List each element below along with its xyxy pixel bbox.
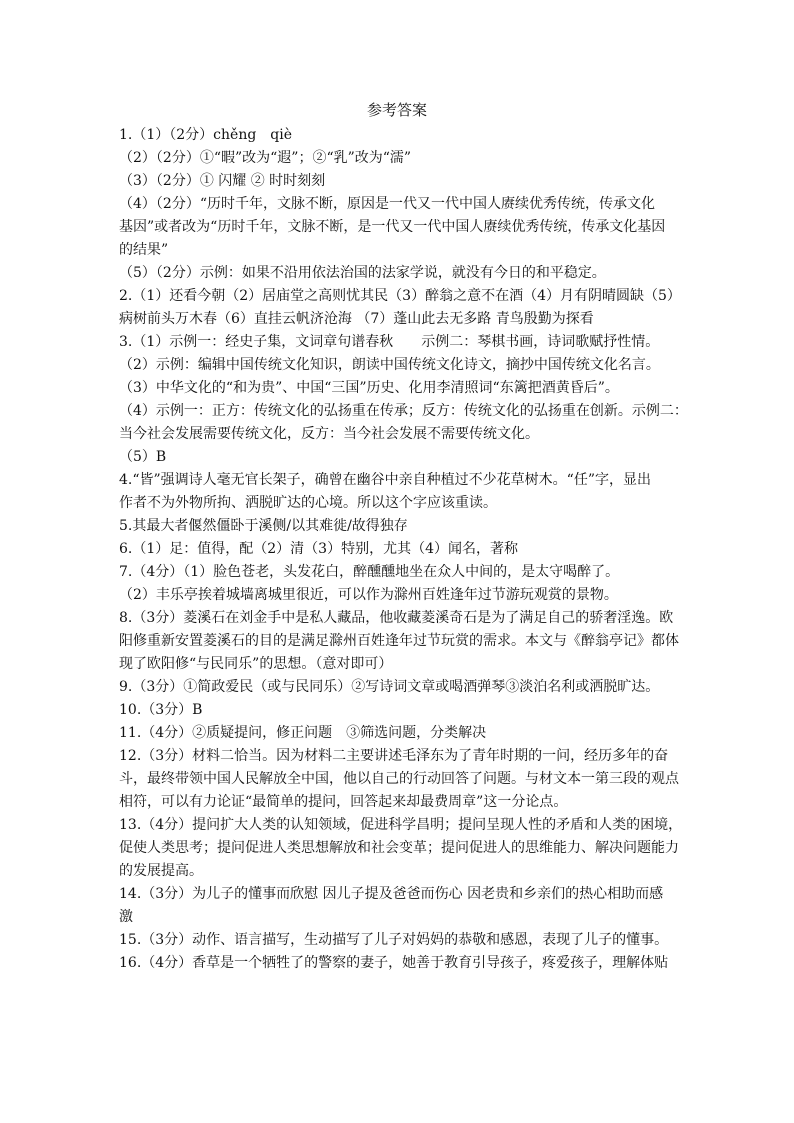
answer-line: 现了欧阳修“与民同乐”的思想。（意对即可） — [119, 656, 393, 672]
answer-line: 3.（1）示例一：经史子集，文词章句谱春秋 示例二：琴棋书画，诗词歌赋抒性情。 — [119, 334, 660, 350]
answer-line: （2）示例：编辑中国传统文化知识，朗读中国传统文化诗文，摘抄中国传统文化名言。 — [119, 357, 660, 373]
answer-line: 基因”或者改为“历时千年，文脉不断，是一代又一代中国人赓续优秀传统，传承文化基因 — [119, 219, 666, 235]
answer-line: （4）示例一：正方：传统文化的弘扬重在传承；反方：传统文化的弘扬重在创新。示例二： — [119, 403, 688, 419]
answer-line: 5.其最大者偃然僵卧于溪侧/以其难徙/故得独存 — [119, 518, 408, 534]
answer-line: （2）丰乐亭挨着城墙离城里很近，可以作为滁州百姓逢年过节游玩观赏的景物。 — [119, 587, 618, 603]
answer-line: 7.（4分）（1）脸色苍老，头发花白，醉醺醺地坐在众人中间的，是太守喝醉了。 — [119, 564, 620, 580]
answer-line: 病树前头万木春（6）直挂云帆济沧海 （7）蓬山此去无多路 青鸟殷勤为探看 — [119, 311, 594, 327]
answer-line: 15.（3分）动作、语言描写，生动描写了儿子对妈妈的恭敬和感恩，表现了儿子的懂事。 — [119, 932, 669, 948]
answer-line: 斗，最终带领中国人民解放全中国，他以自己的行动回答了问题。与材文本一第三段的观点 — [119, 771, 679, 787]
answer-line: 9.（3分）①简政爱民（或与民同乐）②写诗词文章或喝酒弹琴③淡泊名利或洒脱旷达。 — [119, 679, 660, 695]
answer-line: 作者不为外物所拘、洒脱旷达的心境。所以这个字应该重读。 — [119, 495, 497, 511]
answer-line: 的发展提高。 — [119, 863, 203, 879]
answer-line: （4）（2分）“历时千年，文脉不断，原因是一代又一代中国人赓续优秀传统，传承文化 — [119, 196, 655, 212]
page-title: 参考答案 — [366, 101, 427, 119]
answer-line: 促使人类思考；提问促进人类思想解放和社会变革；提问促进人的思维能力、解决问题能力 — [119, 840, 679, 856]
answer-line: 16.（4分）香草是一个牺牲了的警察的妻子，她善于教育引导孩子，疼爱孩子，理解体贴 — [119, 955, 669, 971]
answer-line: （5）（2分）示例：如果不沿用依法治国的法家学说，就没有今日的和平稳定。 — [119, 265, 606, 281]
answer-line: （2）（2分）①“暇”改为“遐”；②“乳”改为“濡” — [119, 150, 412, 166]
answer-list — [119, 124, 688, 975]
answer-line: 13.（4分）提问扩大人类的认知领域，促进科学昌明；提问呈现人性的矛盾和人类的困境， — [119, 817, 683, 833]
answer-line: 14.（3分）为儿子的懂事而欣慰 因儿子提及爸爸而伤心 因老贵和乡亲们的热心相助而感 — [119, 886, 664, 902]
answer-line: 4.“皆”强调诗人毫无官长架子，确曾在幽谷中亲自种植过不少花草树木。“任”字，显出 — [119, 472, 651, 488]
answer-line: （3）（2分）① 闪耀 ② 时时刻刻 — [119, 173, 326, 189]
answer-line: 2.（1）还看今朝（2）居庙堂之高则忧其民（3）醉翁之意不在酒（4）月有阴晴圆缺（5） — [119, 288, 681, 304]
answer-line: 阳修重新安置菱溪石的目的是满足滁州百姓逢年过节玩赏的需求。本文与《醉翁亭记》都体 — [119, 633, 679, 649]
answer-line: 6.（1）足：值得，配（2）清（3）特别，尤其（4）闻名，著称 — [119, 541, 518, 557]
answer-line: 1.（1）（2分）chěng qiè — [119, 127, 293, 143]
answer-line: （5）B — [119, 449, 167, 465]
answer-line: 当今社会发展需要传统文化，反方：当今社会发展不需要传统文化。 — [119, 426, 539, 442]
answer-line: 11.（4分）②质疑提问，修正问题 ③筛选问题，分类解决 — [119, 725, 487, 741]
answer-line: 8.（3分）菱溪石在刘金手中是私人藏品，他收藏菱溪奇石是为了满足自己的骄奢淫逸。欧 — [119, 610, 674, 626]
answer-line: （3）中华文化的“和为贵”、中国“三国”历史、化用李清照词“东篱把酒黄昏后”。 — [119, 380, 619, 396]
answer-line: 相符，可以有力论证“最简单的提问，回答起来却最费周章”这一分论点。 — [119, 794, 568, 810]
answer-line: 激 — [119, 909, 133, 925]
answer-line: 的结果” — [119, 242, 169, 258]
answer-line: 12.（3分）材料二恰当。因为材料二主要讲述毛泽东为了青年时期的一问，经历多年的奋 — [119, 748, 669, 764]
answer-line: 10.（3分）B — [119, 702, 203, 718]
